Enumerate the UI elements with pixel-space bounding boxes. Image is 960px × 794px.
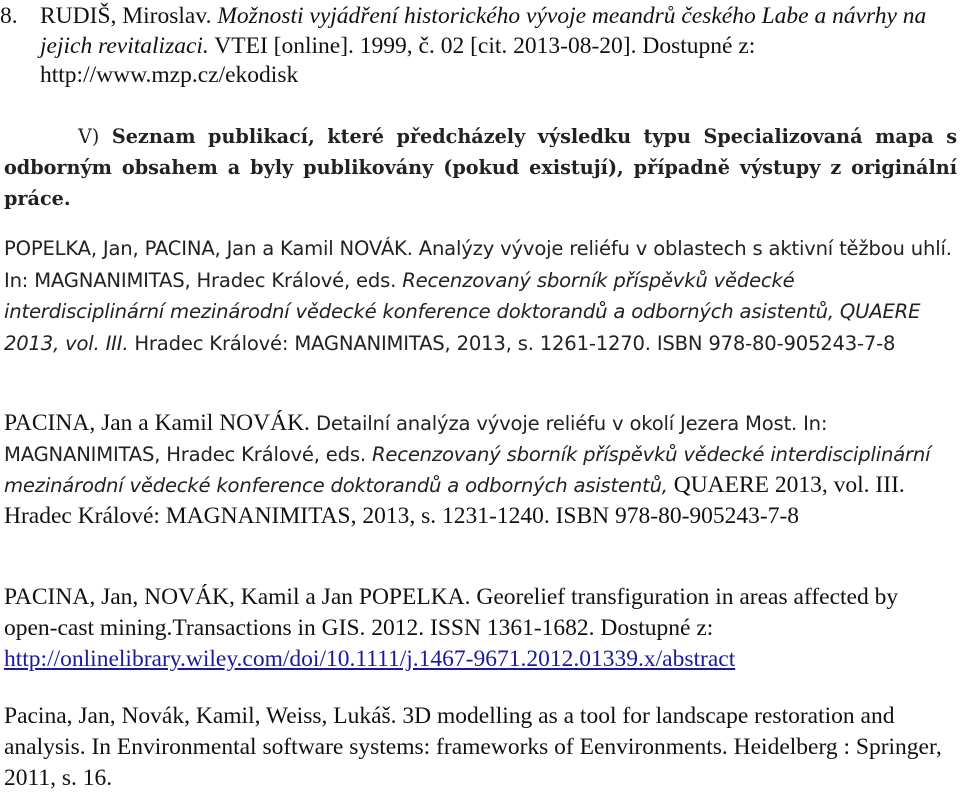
publication-text: Pacina, Jan, Novák, Kamil, Weiss, Lukáš. 3D modelling as a tool for landscape restoration and analysis. In Environmental software systems: frameworks of Eenvironments. Heidelberg : Springer, 2011, s. 16. [4,703,942,791]
publication-citation: PACINA, Jan, NOVÁK, Kamil a Jan POPELKA. Georelief transfiguration in areas affected by open-cast mining.Transactions in GIS. 2012. ISSN 1361-1682. Dostupné z: [4,584,899,641]
publication-1 [4,233,957,359]
reference-title: Možnosti vyjádření historického vývoje meandrů českého Labe a návrhy na jejich revitalizaci. [40,3,927,59]
reference-number: 8. [0,3,18,29]
publication-authors: POPELKA, Jan, PACINA, Jan a Kamil NOVÁK. [4,237,413,260]
publication-link[interactable]: http://onlinelibrary.wiley.com/doi/10.1111/j.1467-9671.2012.01339.x/abstract [4,646,736,672]
publication-proceedings: Recenzovaný sborník příspěvků vědecké interdisciplinární mezinárodní vědecké konference doktorandů a odborných asistentů, [4,443,931,497]
reference-body [40,2,955,91]
reference-details: VTEI [online]. 1999, č. 02 [cit. 2013-08-20]. Dostupné z: http://www.mzp.cz/ekodisk [40,32,756,88]
publication-text [4,233,957,359]
section-marker: V) [78,125,100,148]
publication-4 [4,701,957,794]
publication-3 [4,582,957,675]
section-heading [4,121,957,214]
publication-2 [4,408,957,532]
reference-item-8 [0,2,955,91]
publication-title: Analýzy vývoje reliéfu v oblastech s aktivní těžbou uhlí. In: MAGNANIMITAS, Hradec Králové, eds. [4,237,952,292]
reference-authors: RUDIŠ, Miroslav. [40,3,218,29]
publication-details: Hradec Králové: MAGNANIMITAS, 2013, s. 1261-1270. ISBN 978-80-905243-7-8 [128,331,896,355]
publication-text [4,408,957,532]
publication-proceedings: Recenzovaný sborník příspěvků vědecké interdisciplinární mezinárodní vědecké konference doktorandů a odborných asistentů, QUAERE 2013, vol. III. [4,268,921,355]
publication-details: QUAERE 2013, vol. III. Hradec Králové: MAGNANIMITAS, 2013, s. 1231-1240. ISBN 978-80-905243-7-8 [4,472,905,529]
section-heading-text: Seznam publikací, které předcházely výsledku typu Specializovaná mapa s odborným obsahem a byly publikovány (pokud existují), případně výstupy z originální práce. [4,125,957,210]
publication-authors: PACINA, Jan a Kamil NOVÁK. [4,410,310,436]
publication-text [4,582,957,675]
publication-title: Detailní analýza vývoje reliéfu v okolí Jezera Most. In: MAGNANIMITAS, Hradec Králové, eds. [4,412,828,466]
